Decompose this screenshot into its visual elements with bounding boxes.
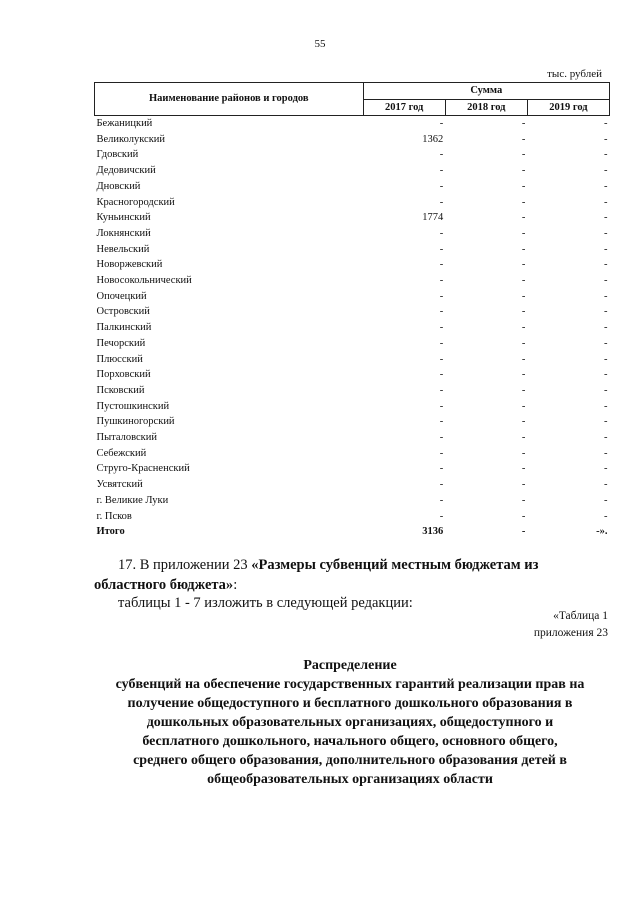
value-2018: -: [521, 306, 526, 318]
value-2017: -: [439, 384, 444, 396]
value-2019: -: [604, 416, 608, 428]
appendix-title-part1: «Размеры субвенций местным бюджетам из: [251, 557, 539, 573]
district-name: Итого: [96, 526, 125, 538]
district-name: Дновский: [96, 180, 141, 192]
table-row: [95, 509, 610, 525]
value-2018: -: [521, 432, 526, 444]
subsidy-table: [94, 82, 610, 540]
value-2018: -: [521, 227, 526, 239]
year-2017-header: 2017 год: [363, 100, 445, 116]
value-2017: -: [439, 196, 444, 208]
district-name: г. Великие Луки: [96, 494, 169, 506]
heading-line-5: среднего общего образования, дополнительного образования детей в: [133, 753, 567, 768]
district-name: Пыталовский: [96, 432, 157, 444]
value-2017: -: [439, 416, 444, 428]
district-name: Гдовский: [96, 149, 139, 161]
value-2019: -: [604, 118, 608, 129]
table-row: [95, 430, 610, 446]
value-2019: -: [604, 494, 608, 506]
year-2019-header: 2019 год: [527, 100, 609, 116]
value-2018: -: [521, 384, 526, 396]
table-row: [95, 163, 610, 179]
value-2017: -: [439, 463, 444, 475]
table-row: [95, 367, 610, 383]
table-row: [95, 477, 610, 493]
table-row: [95, 273, 610, 289]
district-name: Куньинский: [96, 212, 151, 224]
district-name: Опочецкий: [96, 290, 147, 302]
page-number: 55: [314, 38, 326, 50]
value-2017: -: [439, 494, 444, 506]
value-2018: -: [521, 369, 526, 381]
district-name: Пушкиногорский: [96, 416, 175, 428]
value-2017: -: [439, 275, 444, 287]
district-name: Псковский: [96, 384, 145, 396]
table-row: [95, 210, 610, 226]
value-2017: -: [439, 479, 444, 491]
value-2018: -: [521, 118, 526, 129]
value-2018: -: [521, 479, 526, 491]
value-2019: -: [604, 259, 608, 271]
district-name: Плюсский: [96, 353, 143, 365]
table-row: [95, 461, 610, 477]
table-row: [95, 304, 610, 320]
total-row: [95, 524, 610, 540]
value-2019: -: [604, 384, 608, 396]
value-2017: -: [439, 259, 444, 271]
heading-line-1: субвенций на обеспечение государственных гарантий реализации прав на: [115, 677, 585, 692]
district-name: Усвятский: [96, 479, 143, 491]
heading-title: Распределение: [303, 658, 397, 673]
table-row: [95, 242, 610, 258]
district-name: Островский: [96, 306, 150, 318]
table-row: [95, 336, 610, 352]
value-2018: -: [521, 494, 526, 506]
table-row: [95, 320, 610, 336]
value-2019: -: [604, 149, 608, 161]
value-2017: -: [439, 337, 444, 349]
value-2019: -: [604, 447, 608, 459]
table-row: [95, 414, 610, 430]
table-row: [95, 195, 610, 211]
value-2018: -: [521, 243, 526, 255]
value-2018: -: [521, 322, 526, 334]
value-2018: -: [521, 196, 526, 208]
table-ref-line1: «Таблица 1: [553, 610, 608, 622]
value-2018: -: [521, 463, 526, 475]
table-row: [95, 446, 610, 462]
district-name: Струго-Красненский: [96, 463, 190, 475]
table-ref-line2: приложения 23: [533, 627, 608, 639]
value-2019: -: [604, 353, 608, 365]
value-2019: -: [604, 479, 608, 491]
value-2018: -: [521, 400, 526, 412]
value-2019: -: [604, 369, 608, 381]
value-2018: -: [521, 447, 526, 459]
value-2017: -: [439, 510, 444, 522]
value-2018: -: [521, 416, 526, 428]
value-2017: -: [439, 353, 444, 365]
value-2017: -: [439, 243, 444, 255]
value-2018: -: [521, 337, 526, 349]
value-2019: -: [604, 212, 608, 224]
value-2019: -: [604, 243, 608, 255]
value-2019: -: [604, 400, 608, 412]
value-2018: -: [521, 259, 526, 271]
value-2019: -: [604, 196, 608, 208]
value-2017: -: [439, 432, 444, 444]
district-name: Новоржевский: [96, 259, 163, 271]
value-2019: -: [604, 322, 608, 334]
table-body: [95, 116, 610, 540]
value-2019: -: [604, 165, 608, 177]
table-row: [95, 116, 610, 132]
heading-line-4: бесплатного дошкольного, начального общего, основного общего,: [142, 734, 558, 749]
district-name: Порховский: [96, 369, 151, 381]
value-2019: -: [604, 337, 608, 349]
district-name: Великолукский: [96, 133, 166, 145]
district-name: Бежаницкий: [96, 118, 153, 129]
table-row: [95, 257, 610, 273]
table-row: [95, 147, 610, 163]
value-2017: -: [439, 400, 444, 412]
paragraph-17-line1: [118, 557, 608, 574]
value-2018: -: [521, 212, 526, 224]
district-name: Палкинский: [96, 322, 152, 334]
heading-line-6: общеобразовательных организациях области: [207, 772, 493, 787]
heading-line-3: дошкольных образовательных организациях, общедоступного и: [146, 715, 554, 730]
value-2018: -: [521, 526, 526, 538]
sum-header: Сумма: [363, 83, 609, 100]
value-2017: 1774: [422, 212, 444, 224]
paragraph-17-intro: 17. В приложении 23: [118, 557, 252, 573]
value-2019: -: [604, 133, 608, 145]
district-name: Печорский: [96, 337, 146, 349]
colon: :: [233, 577, 238, 593]
value-2017: -: [439, 180, 444, 192]
value-2017: 3136: [422, 526, 444, 538]
value-2018: -: [521, 510, 526, 522]
district-name: Невельский: [96, 243, 150, 255]
value-2017: -: [439, 322, 444, 334]
value-2018: -: [521, 275, 526, 287]
table-row: [95, 352, 610, 368]
district-name: Дедовичский: [96, 165, 156, 177]
district-name: Новосокольнический: [96, 275, 192, 287]
paragraph-17-line2: [94, 577, 237, 594]
value-2019: -: [604, 180, 608, 192]
district-name: Красногородский: [96, 196, 175, 208]
value-2018: -: [521, 353, 526, 365]
district-name: г. Псков: [96, 510, 132, 522]
value-2018: -: [521, 290, 526, 302]
value-2019: -: [604, 290, 608, 302]
table-row: [95, 179, 610, 195]
value-2017: -: [439, 306, 444, 318]
value-2017: -: [439, 149, 444, 161]
value-2019: -: [604, 227, 608, 239]
value-2019: -: [604, 306, 608, 318]
district-name: Пустошкинский: [96, 400, 170, 412]
table-row: [95, 132, 610, 148]
value-2017: -: [439, 227, 444, 239]
value-2017: -: [439, 165, 444, 177]
value-2019: -: [604, 463, 608, 475]
appendix-title-part2: областного бюджета»: [94, 577, 234, 593]
heading-line-2: получение общедоступного и бесплатного дошкольного образования в: [127, 696, 573, 711]
value-2018: -: [521, 180, 526, 192]
table-row: [95, 226, 610, 242]
value-2018: -: [521, 133, 526, 145]
distribution-heading: [90, 656, 610, 789]
value-2018: -: [521, 149, 526, 161]
table-row: [95, 493, 610, 509]
value-2017: -: [439, 369, 444, 381]
district-name: Себежский: [96, 447, 147, 459]
value-2019: -».: [596, 526, 608, 538]
value-2019: -: [604, 510, 608, 522]
table-row: [95, 399, 610, 415]
value-2018: -: [521, 165, 526, 177]
value-2017: -: [439, 290, 444, 302]
year-2018-header: 2018 год: [445, 100, 527, 116]
value-2017: -: [439, 447, 444, 459]
table-row: [95, 289, 610, 305]
value-2019: -: [604, 275, 608, 287]
units-label: тыс. рублей: [547, 68, 602, 80]
value-2017: 1362: [422, 133, 444, 145]
district-name-header: Наименование районов и городов: [95, 83, 364, 116]
paragraph-17-tables-text: таблицы 1 - 7 изложить в следующей редакции:: [118, 595, 413, 611]
value-2017: -: [439, 118, 444, 129]
table-row: [95, 383, 610, 399]
district-name: Локнянский: [96, 227, 151, 239]
value-2019: -: [604, 432, 608, 444]
